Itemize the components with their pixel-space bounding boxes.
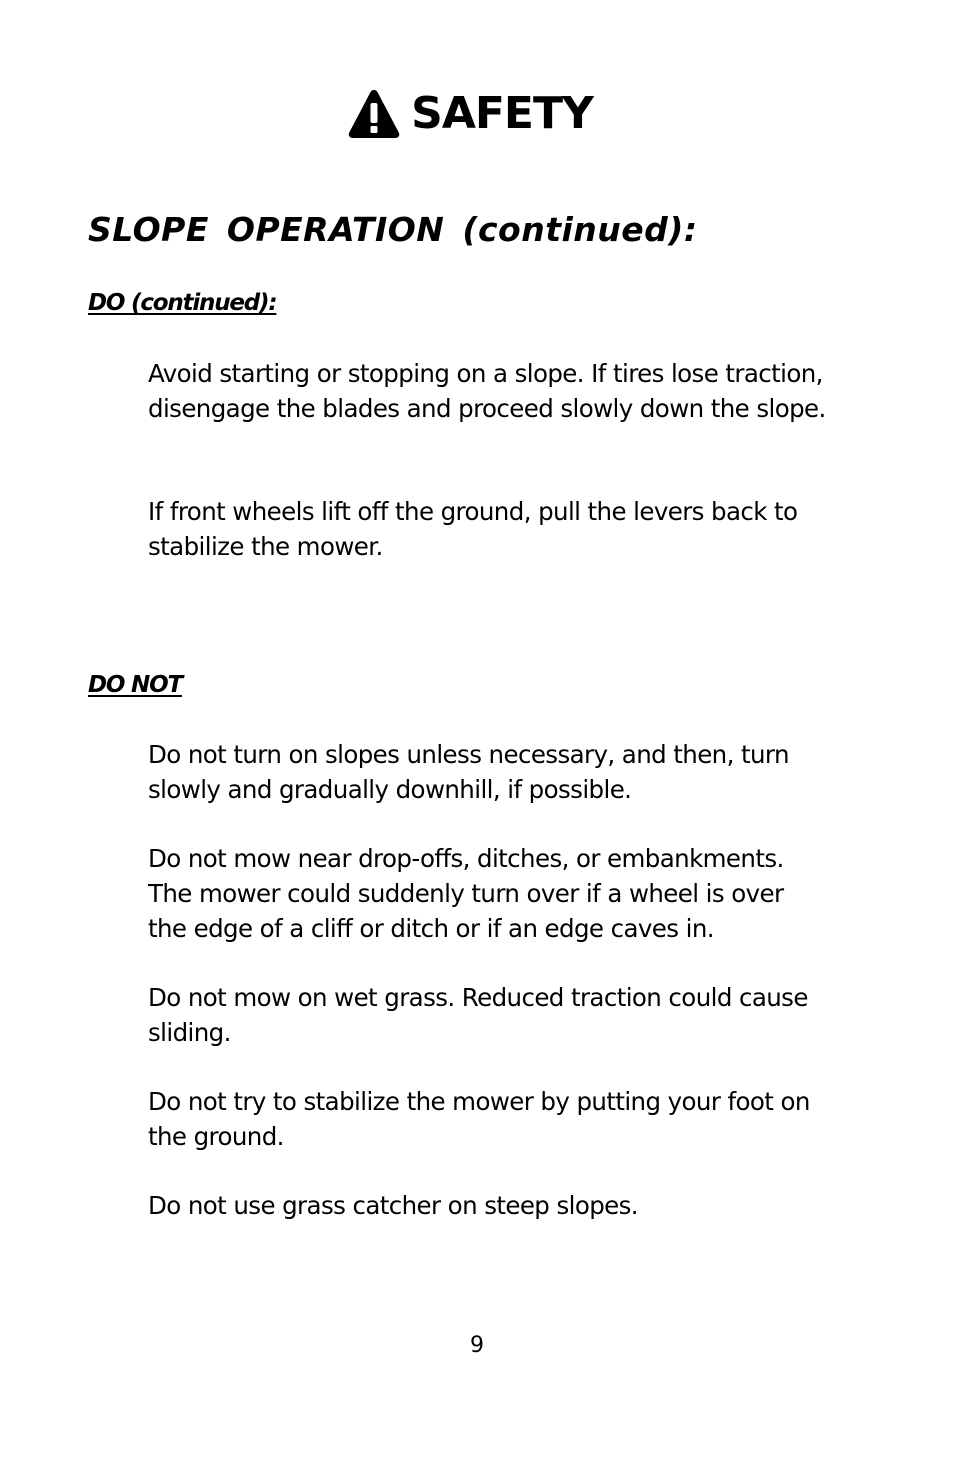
section-title: SLOPE OPERATION (continued): <box>88 210 698 249</box>
page-number: 9 <box>470 1333 484 1358</box>
do-not-item-3: Do not mow on wet grass. Reduced traction could cause sliding. <box>148 983 808 1047</box>
do-not-item-1: Do not turn on slopes unless necessary, and then, turn slowly and gradually downhill, if possible. <box>148 740 789 804</box>
warning-triangle-icon <box>347 88 401 140</box>
do-not-item-4: Do not try to stabilize the mower by putting your foot on the ground. <box>148 1087 810 1151</box>
do-not-item-2: Do not mow near drop-offs, ditches, or embankments. The mower could suddenly turn over if a wheel is over the edge of a cliff or ditch or if an edge caves in. <box>148 844 784 943</box>
do-not-heading: DO NOT <box>88 672 182 698</box>
page-header-title: SAFETY <box>411 88 593 139</box>
do-item-2: If front wheels lift off the ground, pull the levers back to stabilize the mower. <box>148 497 798 561</box>
do-not-item-5: Do not use grass catcher on steep slopes. <box>148 1191 638 1220</box>
do-item-1: Avoid starting or stopping on a slope. If tires lose traction, disengage the blades and proceed slowly down the slope. <box>148 359 826 423</box>
page-header <box>0 88 954 140</box>
do-heading: DO (continued): <box>88 290 277 316</box>
page-header-content <box>347 88 593 140</box>
